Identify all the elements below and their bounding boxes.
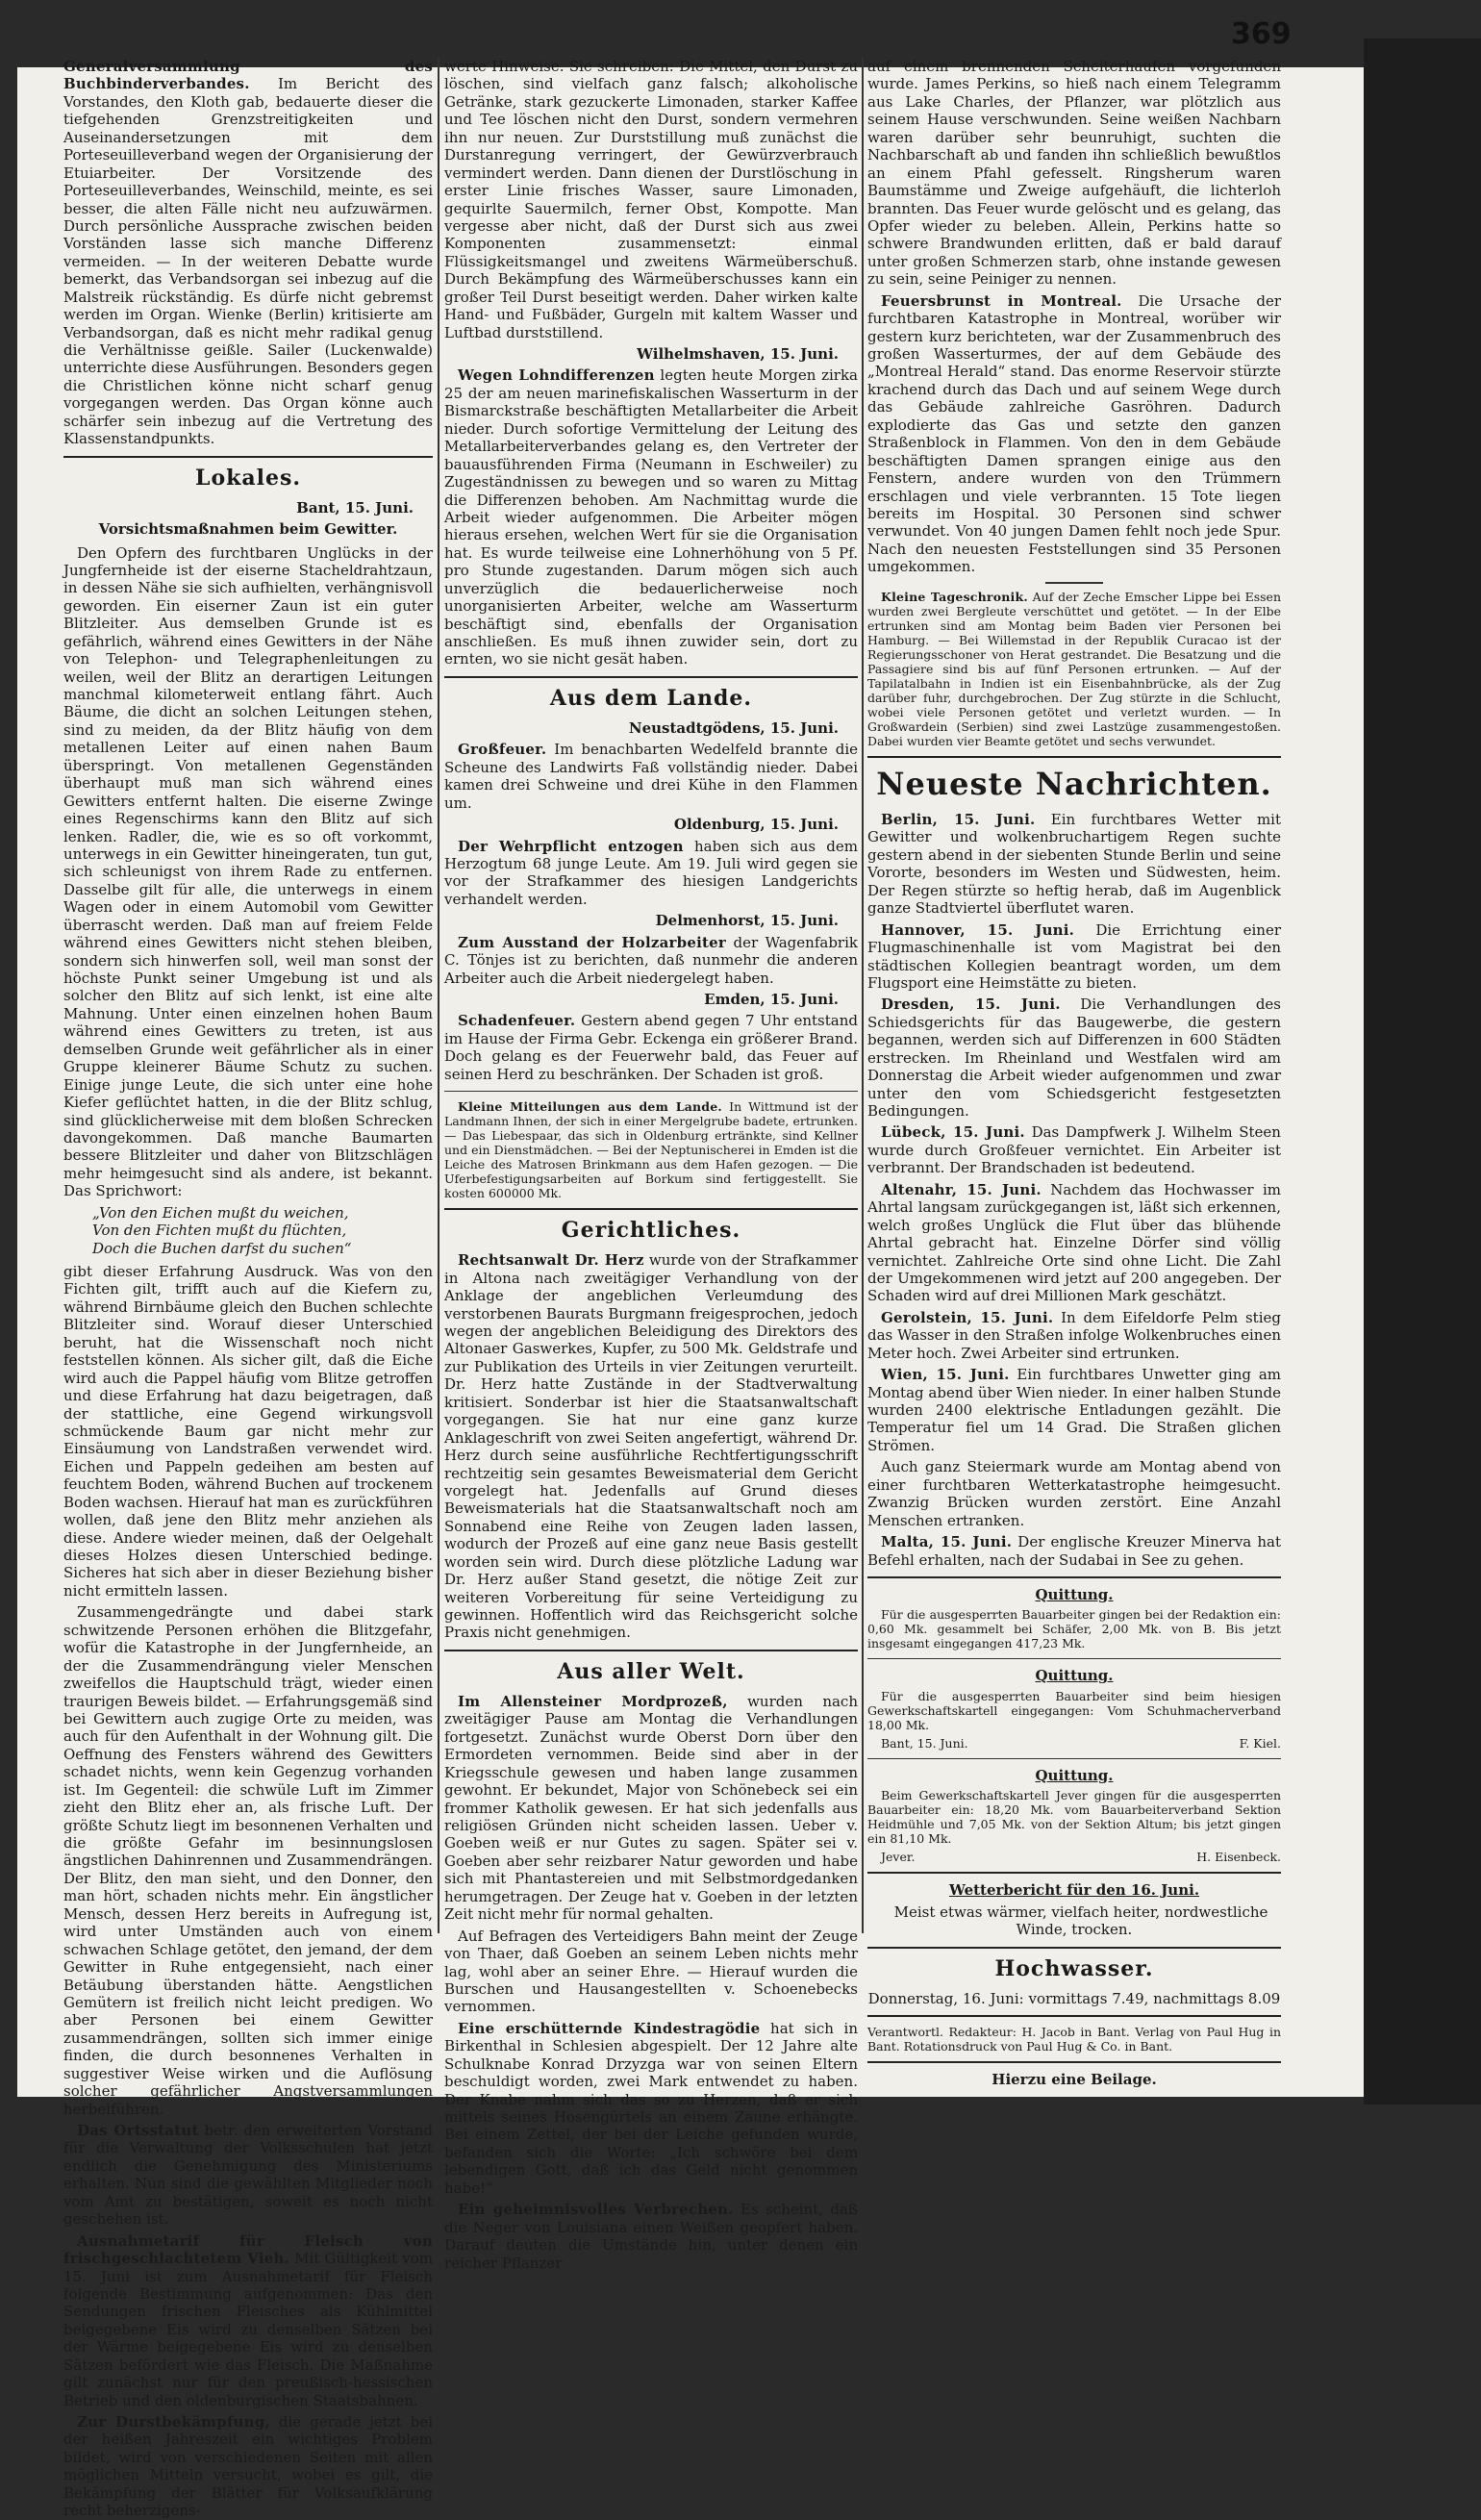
quittung-place: Jever. H. Eisenbeck. — [881, 1850, 1281, 1865]
section-rule — [444, 676, 858, 678]
hochwasser-head: Hochwasser. — [994, 1955, 1154, 1981]
section-head-lande: Aus dem Lande. — [549, 685, 753, 711]
article-allenstein: Im Allensteiner Mordprozeß, wurden nach zweitägiger Pause am Montag die Verhandlungen fortgesetzt. Zunächst wurde Oberst Dorn über den Ermordeten vernommen. Beide sind aber in der Kriegsschule gewesen und haben lange zusammen gewohnt. Er bekundet, Major von Schönebeck sei ein frommer Katholik gewesen. Er hat sich jedenfalls aus religiösen Gründen nicht scheiden lassen. Ueber v. Goeben weiß er nur Gutes zu sagen. Später sei v. Goeben aber sehr reizbarer Natur geworden und habe sich mit Phantastereien und mit Selbstmordgedanken herumgetragen. Der Zeuge hat v. Goeben in der letzten Zeit nicht mehr für normal gehalten. — [444, 1692, 858, 1924]
news-altenahr: Altenahr, 15. Juni. Nachdem das Hochwasser im Ahrtal langsam zurückgegangen ist, läßt sich erkennen, welch großes Unglück die Flut über das blühende Ahrtal gebracht hat. Einzelne Dörfer sind völlig vernichtet. Zahlreiche Orte sind ohne Licht. Die Zahl der Umgekommenen wird jetzt auf 200 angegeben. Der Schaden wird auf drei Millionen Mark geschätzt. — [867, 1180, 1281, 1305]
quittung-head: Quittung. — [1035, 1585, 1114, 1603]
dateline: Bant, 15. Juni. — [296, 498, 414, 517]
proverb: „Von den Eichen mußt du weichen, Von den Fichten mußt du flüchten, Doch die Buchen darfst du suchen“ — [92, 1203, 352, 1257]
column-3 — [867, 58, 1281, 2089]
dateline: Neustadtgödens, 15. Juni. — [628, 718, 839, 737]
impressum: Verantwortl. Redakteur: H. Jacob in Bant. Verlag von Paul Hug in Bant. Rotationsdruck von Paul Hug & Co. in Bant. — [867, 2025, 1281, 2054]
wetter-text: Meist etwas wärmer, vielfach heiter, nordwestliche Winde, trocken. — [893, 1903, 1268, 1939]
article-generalversammlung: Generalversammlung des Buchbinderverbandes. Im Bericht des Vorstandes, den Kloth gab, bedauerte dieser die tiefgehenden Grenzstreitigkeiten und Auseinandersetzungen mit dem Porteseuilleverband wegen der Organisierung der Etuiarbeiter. Der Vorsitzende des Porteseuilleverbandes, Weinschild, meinte, es sei besser, die alten Fälle nicht neu aufzuwärmen. Durch persönliche Aussprache zwischen beiden Vorständen lasse sich manche Differenz vermeiden. — In der weiteren Debatte wurde bemerkt, das Verbandsorgan sei inbezug auf die Malstreik rückständig. Es dürfe nicht gebremst werden im Organ. Wienke (Berlin) kritisierte am Verbandsorgan, daß es nicht mehr radikal genug die Verhältnisse geißle. Sailer (Luckenwalde) unterrichte diese Ausführungen. Besonders gegen die Christlichen könne nicht scharf genug vorgegangen werden. Das Organ könne auch schärfer sein inbezug auf die Vertretung des Klassenstandpunkts. — [63, 58, 433, 448]
article-paragraph: Den Opfern des furchtbaren Unglücks in der Jungfernheide ist der eiserne Stacheldrahtzaun, in dessen Nähe sie sich aufhielten, verhängnisvoll geworden. Ein eiserner Zaun ist ein guter Blitzleiter. Aus demselben Grunde ist es gefährlich, während eines Gewitters in der Nähe von Telephon- und Telegraphenleitungen zu weilen, weil der Blitz an derartigen Leitungen manchmal kilometerweit entlang fährt. Auch Bäume, die dicht an solchen Leitungen stehen, sind zu meiden, da der Blitz häufig von dem metallenen Leiter auf einen nahen Baum überspringt. Von metallenen Gegenständen überhaupt muß man sich während eines Gewitters entfernt halten. Die eiserne Zwinge eines Regenschirms kann den Blitz auf sich lenken. Radler, die, wie es so oft vorkommt, unterwegs in ein Gewitter hineingeraten, tun gut, sich schleunigst von ihrem Rade zu entfernen. Dasselbe gilt für alle, die unterwegs in einem Wagen oder in einem Automobil vom Gewitter überrascht werden. Daß man auf freiem Felde während eines Gewitters nicht stehen bleiben, sondern sich hinwerfen soll, weil man sonst der höchste Punkt seiner Umgebung ist und als solcher den Blitz auf sich lenkt, ist eine alte Mahnung. Unter einen einzelnen hohen Baum während eines Gewitters zu treten, ist aus demselben Grunde weit gefährlicher als in einer Gruppe kleinerer Bäume Schutz zu suchen. Einige junge Leute, die sich unter eine hohe Kiefer geflüchtet hatten, in die der Blitz schlug, sind glücklicherweise mit dem bloßen Schrecken davongekommen. Daß manche Baumarten bessere Blitzleiter und daher von Blitzschlägen mehr heimgesucht sind als andere, ist bekannt. Das Sprichwort: — [63, 543, 433, 1200]
article-durst: Zur Durstbekämpfung, die gerade jetzt bei der heißen Jahreszeit ein wichtiges Problem bildet, wird von verschiedenen Seiten mit allen möglichen Mitteln versucht, wobei es gilt, die Bekämpfung der Blätter für Volksaufklärung recht beherzigens- — [63, 2413, 433, 2520]
section-head-lokales: Lokales. — [194, 465, 302, 491]
section-rule — [63, 456, 433, 458]
dateline: Delmenhorst, 15. Juni. — [655, 912, 839, 930]
article-paragraph: werte Hinweise. Sie schreiben: Die Mittel, den Durst zu löschen, sind vielfach ganz falsch; alkoholische Getränke, stark gezuckerte Limonaden, starker Kaffee und Tee löschen nicht den Durst, sondern vermehren ihn nur neuen. Zur Durststillung muß zunächst die Durstanregung verringert, der Gewürzverbrauch vermindert werden. Dann dienen der Durstlöschung in erster Linie frisches Wasser, saure Limonaden, gequirlte Sauermilch, ferner Obst, Kompotte. Man vergesse aber nicht, daß der Durst sich aus zwei Komponenten zusammensetzt: einmal Flüssigkeitsmangel und zweitens Wärmeüberschuß. Durch Bekämpfung des Wärmeüberschusses kann ein großer Teil Durst beseitigt werden. Daher wirken kalte Hand- und Fußbäder, Gurgeln mit kaltem Wasser und Luftbad durststillend. — [444, 58, 858, 341]
news-dresden: Dresden, 15. Juni. Die Verhandlungen des Schiedsgerichts für das Baugewerbe, die gestern begannen, werden sich auf Differenzen in 600 Städten erstrecken. Im Rheinland und Westfalen wird am Donnerstag die Arbeit wieder aufgenommen und zwar unter den vom Schiedsgericht festgesetzten Bedingungen. — [867, 995, 1281, 1121]
quittung-head: Quittung. — [1035, 1766, 1114, 1784]
news-gerolstein: Gerolstein, 15. Juni. In dem Eifeldorfe Pelm stieg das Wasser in den Straßen infolge Wolkenbruches einen Meter hoch. Zwei Arbeiter sind ertrunken. — [867, 1308, 1281, 1362]
section-rule — [444, 1650, 858, 1651]
section-rule — [867, 1947, 1281, 1949]
section-rule — [867, 2061, 1281, 2063]
beilage-note: Hierzu eine Beilage. — [992, 2071, 1157, 2089]
dateline: Oldenburg, 15. Juni. — [673, 816, 839, 834]
column-rule — [862, 58, 864, 1933]
article-paragraph: Zusammengedrängte und dabei stark schwitzende Personen erhöhen die Blitzgefahr, wofür die Katastrophe in der Jungfernheide, an der die Zusammendrängung vieler Menschen zweifellos die Hauptschuld trägt, wieder einen traurigen Beweis bildet. — Erfahrungsgemäß sind bei Gewittern auch zugige Orte zu meiden, was auch für den Aufenthalt in der Wohnung gilt. Die Oeffnung des Fensters während des Gewitters schadet nichts, wenn kein Gegenzug vorhanden ist. Im Gegenteil: die schwüle Luft im Zimmer zieht den Blitz eher an, als frische Luft. Der größte Schutz liegt im besonnenen Verhalten und die größte Gefahr im besinnungslosen ängstlichen Dahinrennen und Zusammendrängen. Der Blitz, den man sieht, und den Donner, den man hört, schaden nichts mehr. Ein ängstlicher Mensch, dessen Herz bereits in Aufregung ist, wird unter Umständen auch von einem schwachen Schlage getötet, den jemand, der dem Gewitter in Ruhe entgegensieht, nach einer Betäubung überstanden hätte. Aengstlichen Gemütern ist freilich nicht leicht predigen. Wo aber Personen bei einem Gewitter zusammendrängen, sollten sich immer einige finden, die durch besonnenes Verhalten in suggestiver Weise wirken und die Auflösung solcher gefährlicher Angstversammlungen herbeiführen. — [63, 1603, 433, 2118]
article-grossfeuer: Großfeuer. Im benachbarten Wedelfeld brannte die Scheune des Landwirts Faß vollständig nieder. Dabei kamen drei Schweine und drei Kühe in den Flammen um. — [444, 741, 858, 812]
news-luebeck: Lübeck, 15. Juni. Das Dampfwerk J. Wilhelm Steen wurde durch Großfeuer vernichtet. Ein Arbeiter ist verbrannt. Der Brandschaden ist bedeutend. — [867, 1123, 1281, 1177]
section-rule — [867, 756, 1281, 758]
article-schadenfeuer: Schadenfeuer. Gestern abend gegen 7 Uhr entstand im Hause der Firma Gebr. Eckenga ein größerer Brand. Doch gelang es der Feuerwehr bald, das Feuer auf seinen Herd zu beschränken. Der Schaden ist groß. — [444, 1012, 858, 1083]
section-head-gerichtliches: Gerichtliches. — [561, 1218, 741, 1244]
book-binding — [1364, 38, 1481, 2104]
news-berlin: Berlin, 15. Juni. Ein furchtbares Wetter mit Gewitter und wolkenbruchartigem Regen suchte gestern abend in der siebenten Stunde Berlin und seine Vororte, besonders im Westen und Südwesten, heim. Der Regen stürzte so heftig herab, daß im Augenblick ganze Stadtviertel überflutet waren. — [867, 811, 1281, 918]
article-paragraph: auf einem brennenden Scheiterhaufen vorgefunden wurde. James Perkins, so hieß nach einem Telegramm aus Lake Charles, der Pflanzer, war plötzlich aus seinem Hause verschwunden. Seine weißen Nachbarn waren darüber sehr beunruhigt, suchten die Nachbarschaft ab und fanden ihn schließlich bewußtlos an einem Pfahl gefesselt. Ringsherum waren Baumstämme und Zweige aufgehäuft, die lichterloh brannten. Das Feuer wurde gelöscht und es gelang, das Opfer wieder zu beleben. Allein, Perkins hatte so schwere Brandwunden erlitten, daß er bald darauf unter großen Schmerzen starb, ohne instande gewesen zu sein, seine Peiniger zu nennen. — [867, 58, 1281, 289]
news-hannover: Hannover, 15. Juni. Die Errichtung einer Flugmaschinenhalle ist vom Magistrat bei den städtischen Kollegien beantragt worden, um dem Flugsport eine Heimstätte zu bieten. — [867, 920, 1281, 992]
article-ortsstatut: Das Ortsstatut betr. den erweiterten Vorstand für die Verwaltung der Volksschulen hat jetzt endlich die Genehmigung des Ministeriums erhalten. Nun sind die gewählten Mitglieder noch vom Amt zu bestätigen, soweit es noch nicht geschehen ist. — [63, 2122, 433, 2229]
article-verbrechen: Ein geheimnisvolles Verbrechen. Es scheint, daß die Neger von Louisiana einen Weißen geopfert haben. Darauf deuten die Umstände hin, unter denen ein reicher Pflanzer — [444, 2201, 858, 2272]
section-rule — [444, 1208, 858, 1210]
section-rule — [867, 1872, 1281, 1874]
quittung-text: Beim Gewerkschaftskartell Jever gingen für die ausgesperrten Bauarbeiter ein: 18,20 Mk. vom Bauarbeiterverband Sektion Heidmühle und 7,05 Mk. von der Sektion Altum; bis jetzt gingen ein 81,10 Mk. — [867, 1788, 1281, 1847]
quittung-head: Quittung. — [1035, 1667, 1114, 1685]
article-montreal: Feuersbrunst in Montreal. Die Ursache der furchtbaren Katastrophe in Montreal, worüber wir gestern kurz berichteten, war der Zusammenbruch des großen Wasserturmes, der auf dem Gebäude des „Montreal Herald“ stand. Das enorme Reservoir stürzte krachend durch das Dach und auf seinem Wege durch das Gebäude zahlreiche Gasröhren. Dadurch explodierte das Gas und setzte den ganzen Straßenblock in Flammen. Von den in dem Gebäude beschäftigten Damen sprangen einige aus den Fenstern, andere wurden von den Trümmern erschlagen und viele verbrannten. 15 Tote liegen bereits im Hospital. 30 Personen sind schwer verwundet. Von 40 jungen Damen fehlt noch jede Spur. Nach den neuesten Feststellungen sind 35 Personen umgekommen. — [867, 291, 1281, 576]
article-wehrpflicht: Der Wehrpflicht entzogen haben sich aus dem Herzogtum 68 junge Leute. Am 19. Juli wird gegen sie vor der Strafkammer des hiesigen Landgerichts verhandelt werden. — [444, 837, 858, 908]
dateline: Emden, 15. Juni. — [704, 991, 839, 1009]
article-paragraph: Auf Befragen des Verteidigers Bahn meint der Zeuge von Thaer, daß Goeben an seinem Leben nichts mehr lag, wohl aber an seiner Ehre. — Hierauf wurden die Burschen und Hausangestellten v. Schoenebecks vernommen. — [444, 1927, 858, 2016]
column-1 — [63, 58, 433, 2520]
section-rule — [867, 1758, 1281, 1759]
section-rule — [867, 1658, 1281, 1659]
short-rule — [1045, 582, 1103, 584]
dateline: Wilhelmshaven, 15. Juni. — [637, 345, 839, 363]
section-rule — [867, 2015, 1281, 2017]
section-rule — [867, 1576, 1281, 1578]
news-wien: Wien, 15. Juni. Ein furchtbares Unwetter ging am Montag abend über Wien nieder. In einer halben Stunde wurden 2400 elektrische Entladungen gezählt. Die Temperatur fiel um 14 Grad. Die Straßen glichen Strömen. — [867, 1366, 1281, 1454]
article-paragraph: Auch ganz Steiermark wurde am Montag abend von einer furchtbaren Wetterkatastrophe heimgesucht. Zwanzig Brücken wurden zerstört. Eine Anzahl Menschen ertranken. — [867, 1458, 1281, 1529]
article-holzarbeiter: Zum Ausstand der Holzarbeiter der Wagenfabrik C. Tönjes ist zu berichten, daß nunmehr die anderen Arbeiter auch die Arbeit niedergelegt haben. — [444, 933, 858, 987]
article-herz: Rechtsanwalt Dr. Herz wurde von der Strafkammer in Altona nach zweitägiger Verhandlung von der Anklage der angeblichen Verleumdung des verstorbenen Baurats Burgmann freigesprochen, jedoch wegen der angeblichen Beleidigung des Direktors des Altonaer Gaswerkes, Kupfer, zu 500 Mk. Geldstrafe und zur Publikation des Urteils in vier Zeitungen verurteilt. Dr. Herz hatte Zustände in der Stadtverwaltung kritisiert. Sonderbar ist hier die Staatsanwaltschaft vorgegangen. Sie hat nur eine ganz kurze Anklageschrift von zwei Seiten angefertigt, während Dr. Herz durch seine ausführliche Rechtfertigungsschrift rechtzeitig sein gesamtes Beweismaterial dem Gericht vorgelegt hat. Jedenfalls auf Grund dieses Beweismaterials hat die Staatsanwaltschaft noch am Sonnabend eine Reihe von Zeugen laden lassen, wodurch der Prozeß auf eine ganz neue Basis gestellt worden sein wird. Durch diese plötzliche Ladung war Dr. Herz außer Stand gesetzt, die nötige Zeit zur weiteren Vorbereitung für seine Verteidigung zu gewinnen. Hoffentlich wird das Reichsgericht solche Praxis nicht genehmigen. — [444, 1251, 858, 1642]
news-malta: Malta, 15. Juni. Der englische Kreuzer Minerva hat Befehl erhalten, nach der Sudabai in See zu gehen. — [867, 1533, 1281, 1569]
article-title: Vorsichtsmaßnahmen beim Gewitter. — [98, 520, 398, 539]
column-2 — [444, 58, 858, 2272]
column-rule — [438, 58, 439, 1933]
article-kindestragoedie: Eine erschütternde Kindestragödie hat sich in Birkenthal in Schlesien abgespielt. Der 12 Jahre alte Schulknabe Konrad Drzyzga war von seinen Eltern beschuldigt worden, zwei Mark entwendet zu haben. Der Knabe nahm sich das so zu Herzen, daß er sich mittels seines Hosengürtels an einem Zaune erhängte. Bei einem Zettel, der bei der Leiche gefunden wurde, befanden sich die Worte: „Ich schwöre bei dem lebendigen Gott, daß ich das Geld nicht genommen habe!“ — [444, 2019, 858, 2197]
article-paragraph: gibt dieser Erfahrung Ausdruck. Was von den Fichten gilt, trifft auch auf die Kiefern zu, während Birnbäume gleich den Buchen schlechte Blitzleiter sind. Worauf dieser Unterschied beruht, hat die Wissenschaft noch nicht feststellen können. Als sicher gilt, daß die Eiche wird auch die Pappel häufig vom Blitze getroffen und diese Erfahrung hat dazu beigetragen, daß der stattliche, eine Gegend wirkungsvoll schmückende Baum gar nicht mehr zur Einsäumung von Landstraßen verwendet wird. Eichen und Pappeln gedeihen am besten auf feuchtem Boden, während Buchen auf trockenem Boden wachsen. Hierauf hat man es zurückführen wollen, daß jene den Blitz mehr anziehen als diese. Andere wieder meinen, daß der Oelgehalt dieses Holzes diesen Unterschied bedinge. Sicheres hat sich aber in dieser Beziehung bisher nicht ermitteln lassen. — [63, 1263, 433, 1600]
quittung-place: Bant, 15. Juni. F. Kiel. — [881, 1735, 1281, 1751]
quittung-text: Für die ausgesperrten Bauarbeiter gingen bei der Redaktion ein: 0,60 Mk. gesammelt bei Schäfer, 2,00 Mk. von B. Bis jetzt insgesamt eingegangen 417,23 Mk. — [867, 1607, 1281, 1651]
article-lohn: Wegen Lohndifferenzen legten heute Morgen zirka 25 der am neuen marinefiskalischen Wasserturm in der Bismarckstraße beschäftigten Metallarbeiter die Arbeit nieder. Durch sofortige Vermittelung der Leitung des Metallarbeiterverbandes gelang es, den Vertreter der bauausführenden Firma (Neumann in Eschweiler) zu Zugeständnissen zu bewegen und so waren zu Mittag die Differenzen behoben. Am Nachmittag wurde die Arbeit wieder aufgenommen. Die Arbeiter mögen hieraus ersehen, welchen Wert für sie die Organisation hat. Es wurde teilweise eine Lohnerhöhung von 5 Pf. pro Stunde zugestanden. Darum mögen sich auch unverzüglich die bedauerlicherweise noch unorganisierten Arbeiter, welche am Wasserturm beschäftigt sind, ebenfalls der Organisation anschließen. Es muß ihnen zuwider sein, dort zu ernten, wo sie nicht gesät haben. — [444, 366, 858, 668]
section-head-neueste: Neueste Nachrichten. — [876, 765, 1272, 802]
page-number: 369 — [1231, 17, 1292, 51]
wetter-head: Wetterbericht für den 16. Juni. — [948, 1881, 1200, 1900]
quittung-text: Für die ausgesperrten Bauarbeiter sind beim hiesigen Gewerkschaftskartell eingegangen: Vom Schuhmacherverband 18,00 Mk. — [867, 1688, 1281, 1732]
article-ausnahmetarif: Ausnahmetarif für Fleisch von frischgeschlachtetem Vieh. Mit Gültigkeit vom 15. Juni ist zum Ausnahmetarif für Fleisch folgende Bestimmung aufgenommen: Das den Sendungen frischen Fleisches als Kühlmittel beigegebene Eis wird zu denselben Sätzen bei der Wärme beigegebene Eis wird zu denselben Sätzen befördert wie das Fleisch. Die Maßnahme gilt zunächst nur für den preußisch-hessischen Betrieb und den oldenburgischen Staatsbahnen. — [63, 2231, 433, 2409]
section-rule — [444, 1091, 858, 1092]
section-head-welt: Aus aller Welt. — [557, 1658, 745, 1684]
article-tageschronik: Kleine Tageschronik. Auf der Zeche Emscher Lippe bei Essen wurden zwei Bergleute verschüttet und getötet. — In der Elbe ertrunken sind am Montag beim Baden vier Personen bei Hamburg. — Bei Willemstad in der Republik Curacao ist der Regierungsschoner von Herat gestrandet. Die Besatzung und die Passagiere sind bis auf fünf Personen ertrunken. — Auf der Tapilatalbahn in Indien ist ein Eisenbahnbrücke, als der Zug darüber fuhr, durchgebrochen. Der Zug stürzte in die Schlucht, wobei viele Personen getötet und verletzt wurden. — In Großwardein (Serbien) sind zwei Lastzüge zusammengestoßen. Dabei wurden vier Beamte getötet und sechs verwundet. — [867, 589, 1281, 748]
article-kleine-mitteilungen: Kleine Mitteilungen aus dem Lande. In Wittmund ist der Landmann Ihnen, der sich in einer Mergelgrube badete, ertrunken. — Das Liebespaar, das sich in Oldenburg ertränkte, sind Kellner und ein Dienstmädchen. — Bei der Neptunischerei in Emden ist die Leiche des Matrosen Brinkmann aus dem Hafen gezogen. — Die Uferbefestigungsarbeiten auf Borkum sind fertiggestellt. Sie kosten 600000 Mk. — [444, 1099, 858, 1201]
hochwasser-text: Donnerstag, 16. Juni: vormittags 7.49, nachmittags 8.09 — [867, 1989, 1281, 2007]
